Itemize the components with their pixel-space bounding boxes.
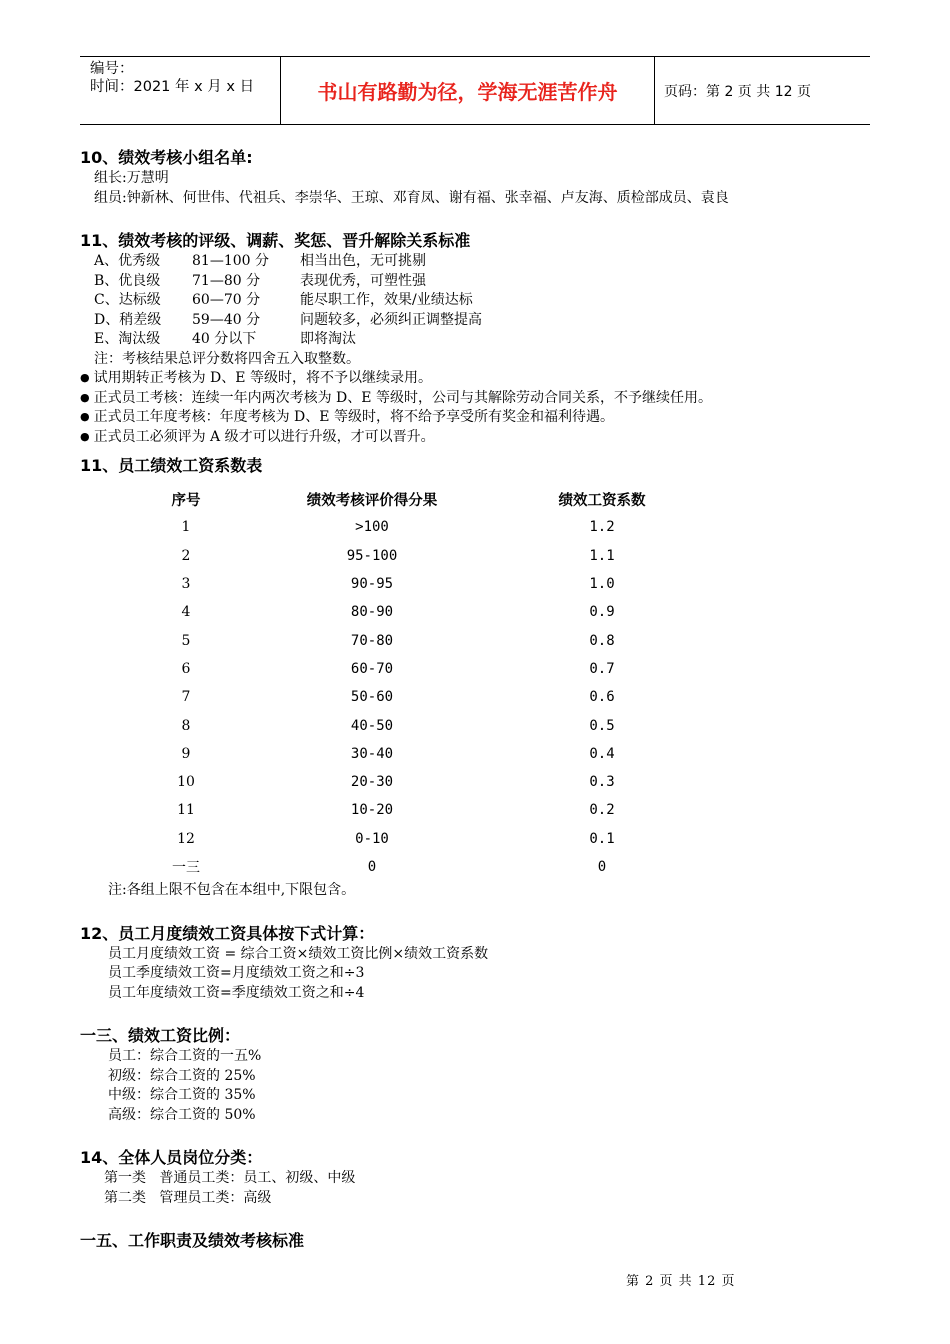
cell-coefficient: 0.3 bbox=[589, 774, 615, 791]
table-row bbox=[80, 570, 752, 598]
grade-row bbox=[80, 311, 870, 331]
cell-score-range: 80-90 bbox=[350, 604, 394, 621]
cell-score-range: 0 bbox=[367, 859, 377, 875]
rule-bullet: ● 正式员工考核：连续一年内两次考核为 D、E 等级时，公司与其解除劳动合同关系，不予继续任用。 bbox=[80, 389, 870, 409]
table-row bbox=[80, 796, 752, 824]
cell-index: 9 bbox=[181, 745, 191, 762]
rule-bullet: ● 试用期转正考核为 D、E 等级时，将不予以继续录用。 bbox=[80, 369, 870, 389]
cell-coefficient: 0.7 bbox=[589, 660, 615, 677]
section-14-title: 14、全体人员岗位分类： bbox=[80, 1148, 263, 1168]
section-11-grading-title: 11、绩效考核的评级、调薪、奖惩、晋升解除关系标准 bbox=[80, 231, 471, 250]
cell-coefficient: 1.0 bbox=[589, 576, 615, 593]
grade-row bbox=[80, 272, 870, 292]
grade-description: 即将淘汰 bbox=[300, 331, 356, 347]
grade-level: E、淘汰级 bbox=[94, 331, 161, 347]
grading-rules bbox=[80, 369, 870, 447]
table-row bbox=[80, 542, 752, 570]
grading-note: 注：考核结果总评分数将四舍五入取整数。 bbox=[94, 350, 360, 367]
column-header-score: 绩效考核评价得分果 bbox=[306, 492, 438, 509]
cell-index: 11 bbox=[177, 802, 195, 819]
header-page-info: 页码：第 2 页 共 12 页 bbox=[664, 83, 811, 100]
rule-bullet: ● 正式员工必须评为 A 级才可以进行升级，才可以晋升。 bbox=[80, 428, 870, 448]
cell-score-range: 60-70 bbox=[350, 660, 394, 677]
table-header-row bbox=[80, 485, 752, 513]
cell-score-range: 0-10 bbox=[355, 830, 389, 847]
table-row bbox=[80, 655, 752, 683]
section-12-title: 12、员工月度绩效工资具体按下式计算： bbox=[80, 923, 375, 943]
grade-score: 59—40 分 bbox=[192, 311, 261, 328]
cell-score-range: 10-20 bbox=[350, 802, 394, 819]
cell-index: 8 bbox=[181, 717, 191, 734]
grade-score: 60—70 分 bbox=[192, 292, 261, 308]
grade-score: 40 分以下 bbox=[192, 331, 257, 347]
grade-score: 81—100 分 bbox=[192, 253, 269, 269]
section-13-title: 一三、绩效工资比例： bbox=[80, 1026, 241, 1046]
grade-description: 相当出色，无可挑剔 bbox=[300, 253, 426, 269]
cell-index: 7 bbox=[181, 689, 191, 706]
cell-coefficient: 1.2 bbox=[589, 519, 615, 536]
grade-row bbox=[80, 291, 870, 311]
column-header-coefficient: 绩效工资系数 bbox=[558, 492, 646, 509]
cell-coefficient: 0.4 bbox=[589, 745, 615, 762]
column-header-index: 序号 bbox=[171, 492, 201, 509]
cell-index: 10 bbox=[177, 774, 195, 791]
table-row bbox=[80, 683, 752, 711]
cell-score-range: 70-80 bbox=[350, 632, 394, 649]
table-row bbox=[80, 513, 752, 541]
cell-index: 2 bbox=[181, 547, 191, 564]
page-footer: 第 2 页 共 12 页 bbox=[626, 1274, 736, 1289]
cell-score-range: 30-40 bbox=[350, 745, 394, 762]
grade-list bbox=[80, 252, 870, 350]
cell-index: 5 bbox=[181, 632, 191, 649]
cell-index: 1 bbox=[181, 519, 191, 536]
ratio-line: 高级：综合工资的 50% bbox=[108, 1106, 256, 1123]
cell-coefficient: 0.9 bbox=[589, 604, 615, 621]
grade-level: D、稍差级 bbox=[94, 311, 162, 328]
cell-score-range: 20-30 bbox=[350, 774, 394, 791]
ratio-line: 员工：综合工资的一五% bbox=[108, 1048, 262, 1065]
table-row bbox=[80, 626, 752, 654]
section-11-table-title: 11、员工绩效工资系数表 bbox=[80, 456, 263, 475]
grade-description: 表现优秀，可塑性强 bbox=[300, 272, 426, 289]
table-row bbox=[80, 768, 752, 796]
section-15-title: 一五、工作职责及绩效考核标准 bbox=[80, 1231, 305, 1251]
grade-row bbox=[80, 252, 870, 272]
cell-index: 6 bbox=[181, 660, 191, 677]
cell-index: 12 bbox=[177, 830, 195, 847]
document-body bbox=[80, 147, 870, 1252]
cell-score-range: >100 bbox=[355, 519, 389, 536]
grade-score: 71—80 分 bbox=[192, 272, 261, 289]
formula-line: 员工年度绩效工资=季度绩效工资之和÷4 bbox=[108, 984, 365, 1001]
grade-description: 问题较多，必须纠正调整提高 bbox=[300, 311, 482, 328]
grade-row bbox=[80, 330, 870, 350]
grade-level: C、达标级 bbox=[94, 292, 161, 308]
coefficient-table bbox=[80, 485, 752, 881]
cell-coefficient: 1.1 bbox=[589, 547, 615, 564]
rule-bullet: ● 正式员工年度考核：年度考核为 D、E 等级时，将不给予享受所有奖金和福利待遇。 bbox=[80, 408, 870, 428]
cell-index: 4 bbox=[181, 604, 191, 621]
cell-score-range: 90-95 bbox=[350, 576, 394, 593]
cell-index: 3 bbox=[181, 576, 191, 593]
cell-coefficient: 0 bbox=[597, 859, 607, 875]
cell-score-range: 50-60 bbox=[350, 689, 394, 706]
table-row bbox=[80, 598, 752, 626]
table-note: 注:各组上限不包含在本组中,下限包含。 bbox=[108, 882, 356, 899]
ratio-line: 初级：综合工资的 25% bbox=[108, 1067, 256, 1084]
document-date: 时间：2021 年 x 月 x 日 bbox=[90, 79, 255, 95]
header-motto: 书山有路勤为径，学海无涯苦作舟 bbox=[281, 57, 655, 124]
cell-score-range: 40-50 bbox=[350, 717, 394, 734]
cell-score-range: 95-100 bbox=[346, 547, 398, 564]
formula-line: 员工季度绩效工资=月度绩效工资之和÷3 bbox=[108, 965, 365, 982]
ratio-line: 中级：综合工资的 35% bbox=[108, 1087, 256, 1104]
table-row bbox=[80, 853, 752, 881]
grade-description: 能尽职工作，效果/业绩达标 bbox=[300, 292, 473, 308]
cell-coefficient: 0.2 bbox=[589, 802, 615, 819]
cell-coefficient: 0.6 bbox=[589, 689, 615, 706]
formula-line: 员工月度绩效工资 = 综合工资×绩效工资比例×绩效工资系数 bbox=[108, 945, 489, 962]
section-10-title: 10、绩效考核小组名单: bbox=[80, 148, 253, 167]
page-header bbox=[80, 56, 870, 125]
table-row bbox=[80, 711, 752, 739]
table-row bbox=[80, 825, 752, 853]
table-row bbox=[80, 740, 752, 768]
cell-coefficient: 0.8 bbox=[589, 632, 615, 649]
group-leader: 组长:万慧明 bbox=[94, 170, 169, 186]
grade-level: B、优良级 bbox=[94, 272, 161, 289]
cell-coefficient: 0.1 bbox=[589, 830, 615, 847]
cell-index: 一三 bbox=[172, 860, 200, 876]
grade-level: A、优秀级 bbox=[94, 253, 161, 269]
header-meta bbox=[80, 57, 281, 124]
document-number-label: 编号： bbox=[90, 61, 134, 77]
cell-coefficient: 0.5 bbox=[589, 717, 615, 734]
group-members: 组员:钟新林、何世伟、代祖兵、李崇华、王琼、邓育凤、谢有福、张幸福、卢友海、质检部成员、袁良 bbox=[94, 189, 729, 206]
category-line: 第一类 普通员工类：员工、初级、中级 bbox=[104, 1170, 356, 1187]
category-line: 第二类 管理员工类：高级 bbox=[104, 1189, 272, 1206]
